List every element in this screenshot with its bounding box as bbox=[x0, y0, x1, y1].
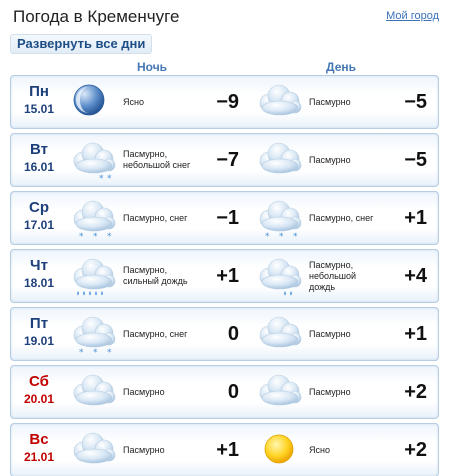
date-cell bbox=[15, 257, 63, 291]
night-temperature: 0 bbox=[227, 323, 239, 345]
date-cell bbox=[15, 315, 63, 349]
day-condition: Пасмурно, небольшой дождь bbox=[309, 259, 357, 292]
night-column-header: Ночь bbox=[137, 60, 168, 74]
night-temperature: −1 bbox=[216, 207, 239, 229]
night-condition: Пасмурно, сильный дождь bbox=[123, 265, 188, 286]
forecast-list bbox=[10, 75, 439, 476]
forecast-row[interactable] bbox=[10, 423, 439, 476]
svg-text:*: * bbox=[265, 232, 270, 241]
day-of-week: Пт bbox=[29, 315, 49, 332]
date-label: 19.01 bbox=[23, 334, 55, 348]
night-condition: Пасмурно, снег bbox=[123, 328, 188, 339]
night-temperature: +1 bbox=[216, 265, 239, 287]
day-of-week: Ср bbox=[29, 199, 49, 216]
day-condition: Пасмурно bbox=[309, 154, 351, 165]
day-of-week: Сб bbox=[29, 373, 49, 390]
forecast-row[interactable] bbox=[10, 75, 439, 129]
date-label: 20.01 bbox=[23, 392, 55, 406]
overcast-cloud-icon bbox=[255, 369, 303, 415]
date-label: 17.01 bbox=[23, 218, 55, 232]
day-condition: Пасмурно bbox=[309, 328, 351, 339]
forecast-row[interactable] bbox=[10, 249, 439, 303]
day-condition: Пасмурно bbox=[309, 96, 351, 107]
svg-text:*: * bbox=[293, 232, 298, 241]
snow-icon bbox=[69, 195, 117, 241]
forecast-row[interactable] bbox=[10, 365, 439, 419]
day-of-week: Чт bbox=[30, 257, 48, 274]
snow-icon bbox=[255, 195, 303, 241]
night-temperature: −7 bbox=[216, 149, 239, 171]
date-cell bbox=[15, 431, 63, 465]
night-condition: Пасмурно, небольшой снег bbox=[123, 149, 191, 170]
moon-icon bbox=[69, 79, 117, 125]
day-of-week: Вт bbox=[30, 141, 48, 158]
my-city-link[interactable]: Мой город bbox=[386, 10, 439, 22]
date-label: 21.01 bbox=[23, 450, 55, 464]
day-temperature: +2 bbox=[404, 439, 427, 461]
svg-text:*: * bbox=[79, 348, 84, 357]
overcast-cloud-icon bbox=[69, 369, 117, 415]
day-temperature: +4 bbox=[404, 265, 427, 287]
svg-text:*: * bbox=[107, 348, 112, 357]
day-temperature: −5 bbox=[404, 149, 427, 171]
date-label: 18.01 bbox=[23, 276, 55, 290]
overcast-cloud-icon bbox=[255, 311, 303, 357]
svg-text:*: * bbox=[79, 232, 84, 241]
svg-text:*: * bbox=[107, 232, 112, 241]
svg-text:*: * bbox=[279, 232, 284, 241]
date-cell bbox=[15, 141, 63, 175]
forecast-row[interactable] bbox=[10, 191, 439, 245]
date-cell bbox=[15, 199, 63, 233]
svg-text:*: * bbox=[99, 174, 104, 183]
day-temperature: +2 bbox=[404, 381, 427, 403]
day-temperature: +1 bbox=[404, 207, 427, 229]
night-temperature: −9 bbox=[216, 91, 239, 113]
heavy-rain-icon bbox=[69, 253, 117, 299]
overcast-cloud-icon bbox=[255, 137, 303, 183]
snow-icon bbox=[69, 311, 117, 357]
page-title: Погода в Кременчуге bbox=[13, 7, 180, 26]
night-condition: Пасмурно, снег bbox=[123, 212, 188, 223]
night-condition: Пасмурно bbox=[123, 386, 165, 397]
svg-text:*: * bbox=[93, 348, 98, 357]
light-snow-icon bbox=[69, 137, 117, 183]
night-temperature: +1 bbox=[216, 439, 239, 461]
overcast-cloud-icon bbox=[69, 427, 117, 473]
day-of-week: Пн bbox=[29, 83, 49, 100]
day-of-week: Вс bbox=[29, 431, 49, 448]
date-label: 15.01 bbox=[23, 102, 55, 116]
date-label: 16.01 bbox=[23, 160, 55, 174]
day-temperature: +1 bbox=[404, 323, 427, 345]
svg-text:*: * bbox=[107, 174, 112, 183]
sun-icon bbox=[255, 427, 303, 473]
night-condition: Ясно bbox=[123, 96, 144, 107]
day-column-header: День bbox=[326, 60, 356, 74]
day-temperature: −5 bbox=[404, 91, 427, 113]
night-temperature: 0 bbox=[227, 381, 239, 403]
date-cell bbox=[15, 83, 63, 117]
light-rain-icon bbox=[255, 253, 303, 299]
day-condition: Ясно bbox=[309, 444, 330, 455]
overcast-cloud-icon bbox=[255, 79, 303, 125]
day-condition: Пасмурно bbox=[309, 386, 351, 397]
expand-all-days-button[interactable]: Развернуть все дни bbox=[10, 34, 152, 54]
svg-text:*: * bbox=[93, 232, 98, 241]
forecast-row[interactable] bbox=[10, 307, 439, 361]
night-condition: Пасмурно bbox=[123, 444, 165, 455]
forecast-row[interactable] bbox=[10, 133, 439, 187]
day-condition: Пасмурно, снег bbox=[309, 212, 374, 223]
date-cell bbox=[15, 373, 63, 407]
